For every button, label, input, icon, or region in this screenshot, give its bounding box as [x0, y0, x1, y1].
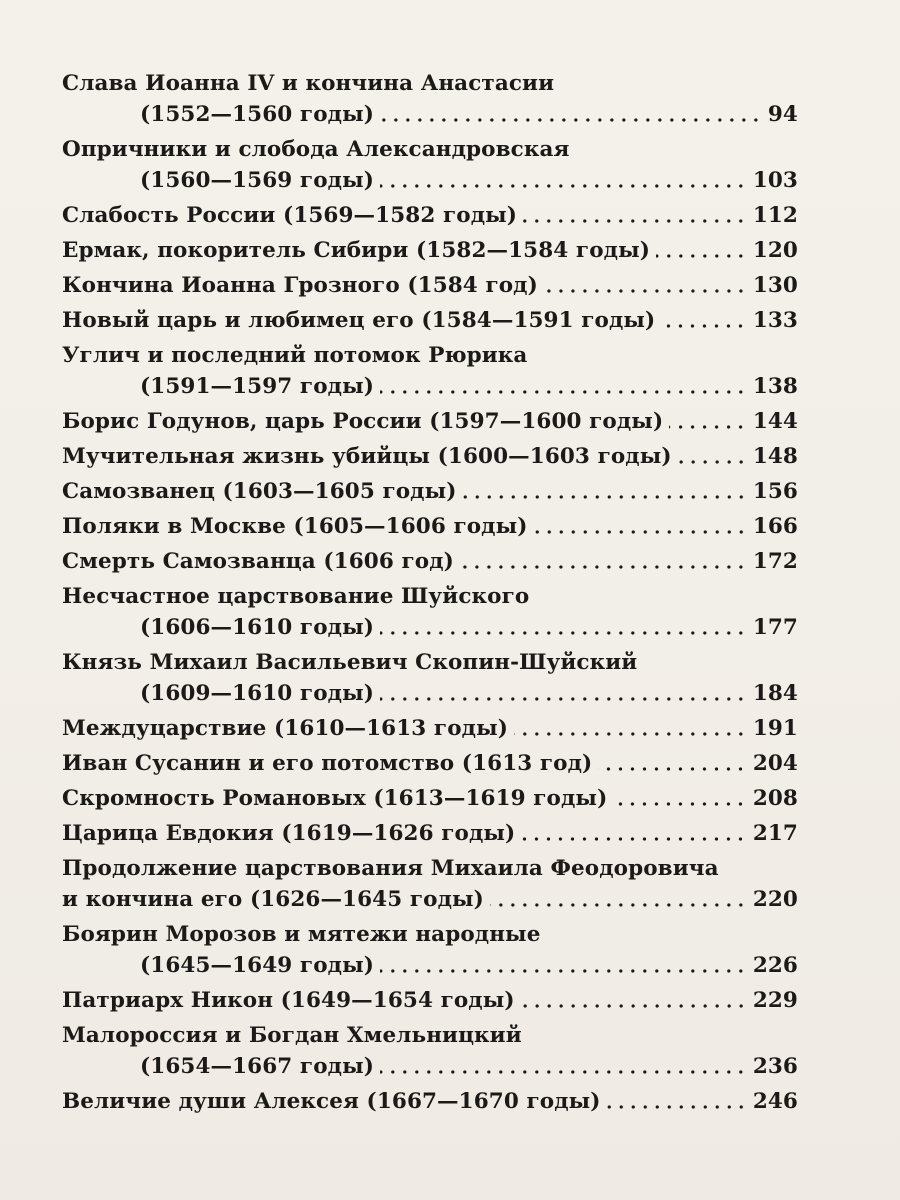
- entry-title: Патриарх Никон (1649—1654 годы): [62, 988, 515, 1013]
- dot-leader: [544, 287, 747, 295]
- entry-page-number: 172: [752, 549, 798, 574]
- entry-page-number: 156: [752, 479, 798, 504]
- entry-title: Кончина Иоанна Грозного (1584 год): [62, 273, 538, 298]
- toc-entry: [62, 919, 798, 981]
- entry-page-number: 112: [752, 203, 798, 228]
- toc-entry: [62, 68, 798, 130]
- toc-entry: [62, 235, 798, 266]
- entry-title: Новый царь и любимец его (1584—1591 годы): [62, 308, 656, 333]
- dot-leader: [460, 563, 747, 571]
- toc-entry: [62, 546, 798, 577]
- toc-entry: [62, 305, 798, 336]
- toc-entry: [62, 818, 798, 849]
- entry-page-number: 236: [752, 1054, 798, 1079]
- entry-title: (1560—1569 годы): [140, 168, 375, 193]
- entry-title: Поляки в Москве (1605—1606 годы): [62, 514, 528, 539]
- entry-page-number: 177: [752, 615, 798, 640]
- dot-leader: [521, 835, 746, 843]
- entry-title-line1: Малороссия и Богдан Хмельницкий: [62, 1023, 522, 1048]
- dot-leader: [380, 629, 747, 637]
- table-of-contents: [62, 68, 798, 1121]
- toc-entry: [62, 1086, 798, 1117]
- entry-title-line1: Боярин Морозов и мятежи народные: [62, 922, 541, 947]
- entry-title: (1609—1610 годы): [140, 681, 375, 706]
- toc-entry: [62, 581, 798, 643]
- entry-title: Междуцарствие (1610—1613 годы): [62, 716, 508, 741]
- entry-title-line1: Углич и последний потомок Рюрика: [62, 343, 528, 368]
- entry-title: Борис Годунов, царь России (1597—1600 годы): [62, 409, 664, 434]
- entry-page-number: 94: [767, 102, 798, 127]
- dot-leader: [380, 967, 747, 975]
- toc-entry: [62, 647, 798, 709]
- entry-page-number: 130: [752, 273, 798, 298]
- toc-entry: [62, 134, 798, 196]
- toc-entry: [62, 783, 798, 814]
- toc-entry: [62, 200, 798, 231]
- dot-leader: [380, 116, 762, 124]
- entry-title: Ермак, покоритель Сибири (1582—1584 годы): [62, 238, 651, 263]
- entry-page-number: 246: [752, 1089, 798, 1114]
- toc-entry: [62, 713, 798, 744]
- entry-title: и кончина его (1626—1645 годы): [62, 887, 484, 912]
- entry-page-number: 184: [752, 681, 798, 706]
- entry-page-number: 204: [752, 751, 798, 776]
- dot-leader: [656, 252, 747, 260]
- entry-page-number: 226: [752, 953, 798, 978]
- entry-page-number: 138: [752, 374, 798, 399]
- dot-leader: [678, 458, 747, 466]
- entry-title: Смерть Самозванца (1606 год): [62, 549, 454, 574]
- entry-title: (1645—1649 годы): [140, 953, 375, 978]
- entry-page-number: 191: [752, 716, 798, 741]
- entry-page-number: 120: [752, 238, 798, 263]
- toc-entry: [62, 1020, 798, 1082]
- dot-leader: [514, 730, 747, 738]
- entry-title: (1606—1610 годы): [140, 615, 375, 640]
- entry-page-number: 144: [752, 409, 798, 434]
- entry-title: Мучительная жизнь убийцы (1600—1603 годы): [62, 444, 672, 469]
- dot-leader: [521, 1002, 747, 1010]
- entry-page-number: 148: [752, 444, 798, 469]
- toc-entry: [62, 985, 798, 1016]
- dot-leader: [490, 901, 747, 909]
- dot-leader: [380, 1068, 747, 1076]
- entry-title-line1: Продолжение царствования Михаила Феодоровича: [62, 856, 719, 881]
- entry-title: Скромность Романовых (1613—1619 годы): [62, 786, 608, 811]
- dot-leader: [380, 695, 747, 703]
- toc-entry: [62, 340, 798, 402]
- toc-entry: [62, 748, 798, 779]
- dot-leader: [669, 423, 747, 431]
- entry-title: (1591—1597 годы): [140, 374, 375, 399]
- toc-entry: [62, 270, 798, 301]
- entry-page-number: 220: [752, 887, 798, 912]
- dot-leader: [598, 765, 746, 773]
- entry-title: Самозванец (1603—1605 годы): [62, 479, 457, 504]
- entry-title-line1: Несчастное царствование Шуйского: [62, 584, 530, 609]
- toc-entry: [62, 441, 798, 472]
- toc-entry: [62, 853, 798, 915]
- entry-title: (1552—1560 годы): [140, 102, 375, 127]
- entry-title-line1: Князь Михаил Васильевич Скопин-Шуйский: [62, 650, 638, 675]
- entry-title: Царица Евдокия (1619—1626 годы): [62, 821, 516, 846]
- entry-page-number: 133: [752, 308, 798, 333]
- entry-title: Иван Сусанин и его потомство (1613 год): [62, 751, 593, 776]
- entry-page-number: 103: [752, 168, 798, 193]
- toc-entry: [62, 476, 798, 507]
- entry-title-line1: Опричники и слобода Александровская: [62, 137, 570, 162]
- dot-leader: [534, 528, 747, 536]
- toc-entry: [62, 406, 798, 437]
- dot-leader: [523, 217, 747, 225]
- entry-title-line1: Слава Иоанна IV и кончина Анастасии: [62, 71, 555, 96]
- dot-leader: [607, 1103, 747, 1111]
- dot-leader: [463, 493, 747, 501]
- entry-title: (1654—1667 годы): [140, 1054, 375, 1079]
- dot-leader: [380, 182, 747, 190]
- entry-page-number: 208: [752, 786, 798, 811]
- dot-leader: [613, 800, 746, 808]
- entry-page-number: 166: [752, 514, 798, 539]
- entry-page-number: 217: [752, 821, 798, 846]
- dot-leader: [380, 388, 747, 396]
- toc-entry: [62, 511, 798, 542]
- entry-page-number: 229: [752, 988, 798, 1013]
- dot-leader: [661, 322, 746, 330]
- entry-title: Величие души Алексея (1667—1670 годы): [62, 1089, 601, 1114]
- entry-title: Слабость России (1569—1582 годы): [62, 203, 518, 228]
